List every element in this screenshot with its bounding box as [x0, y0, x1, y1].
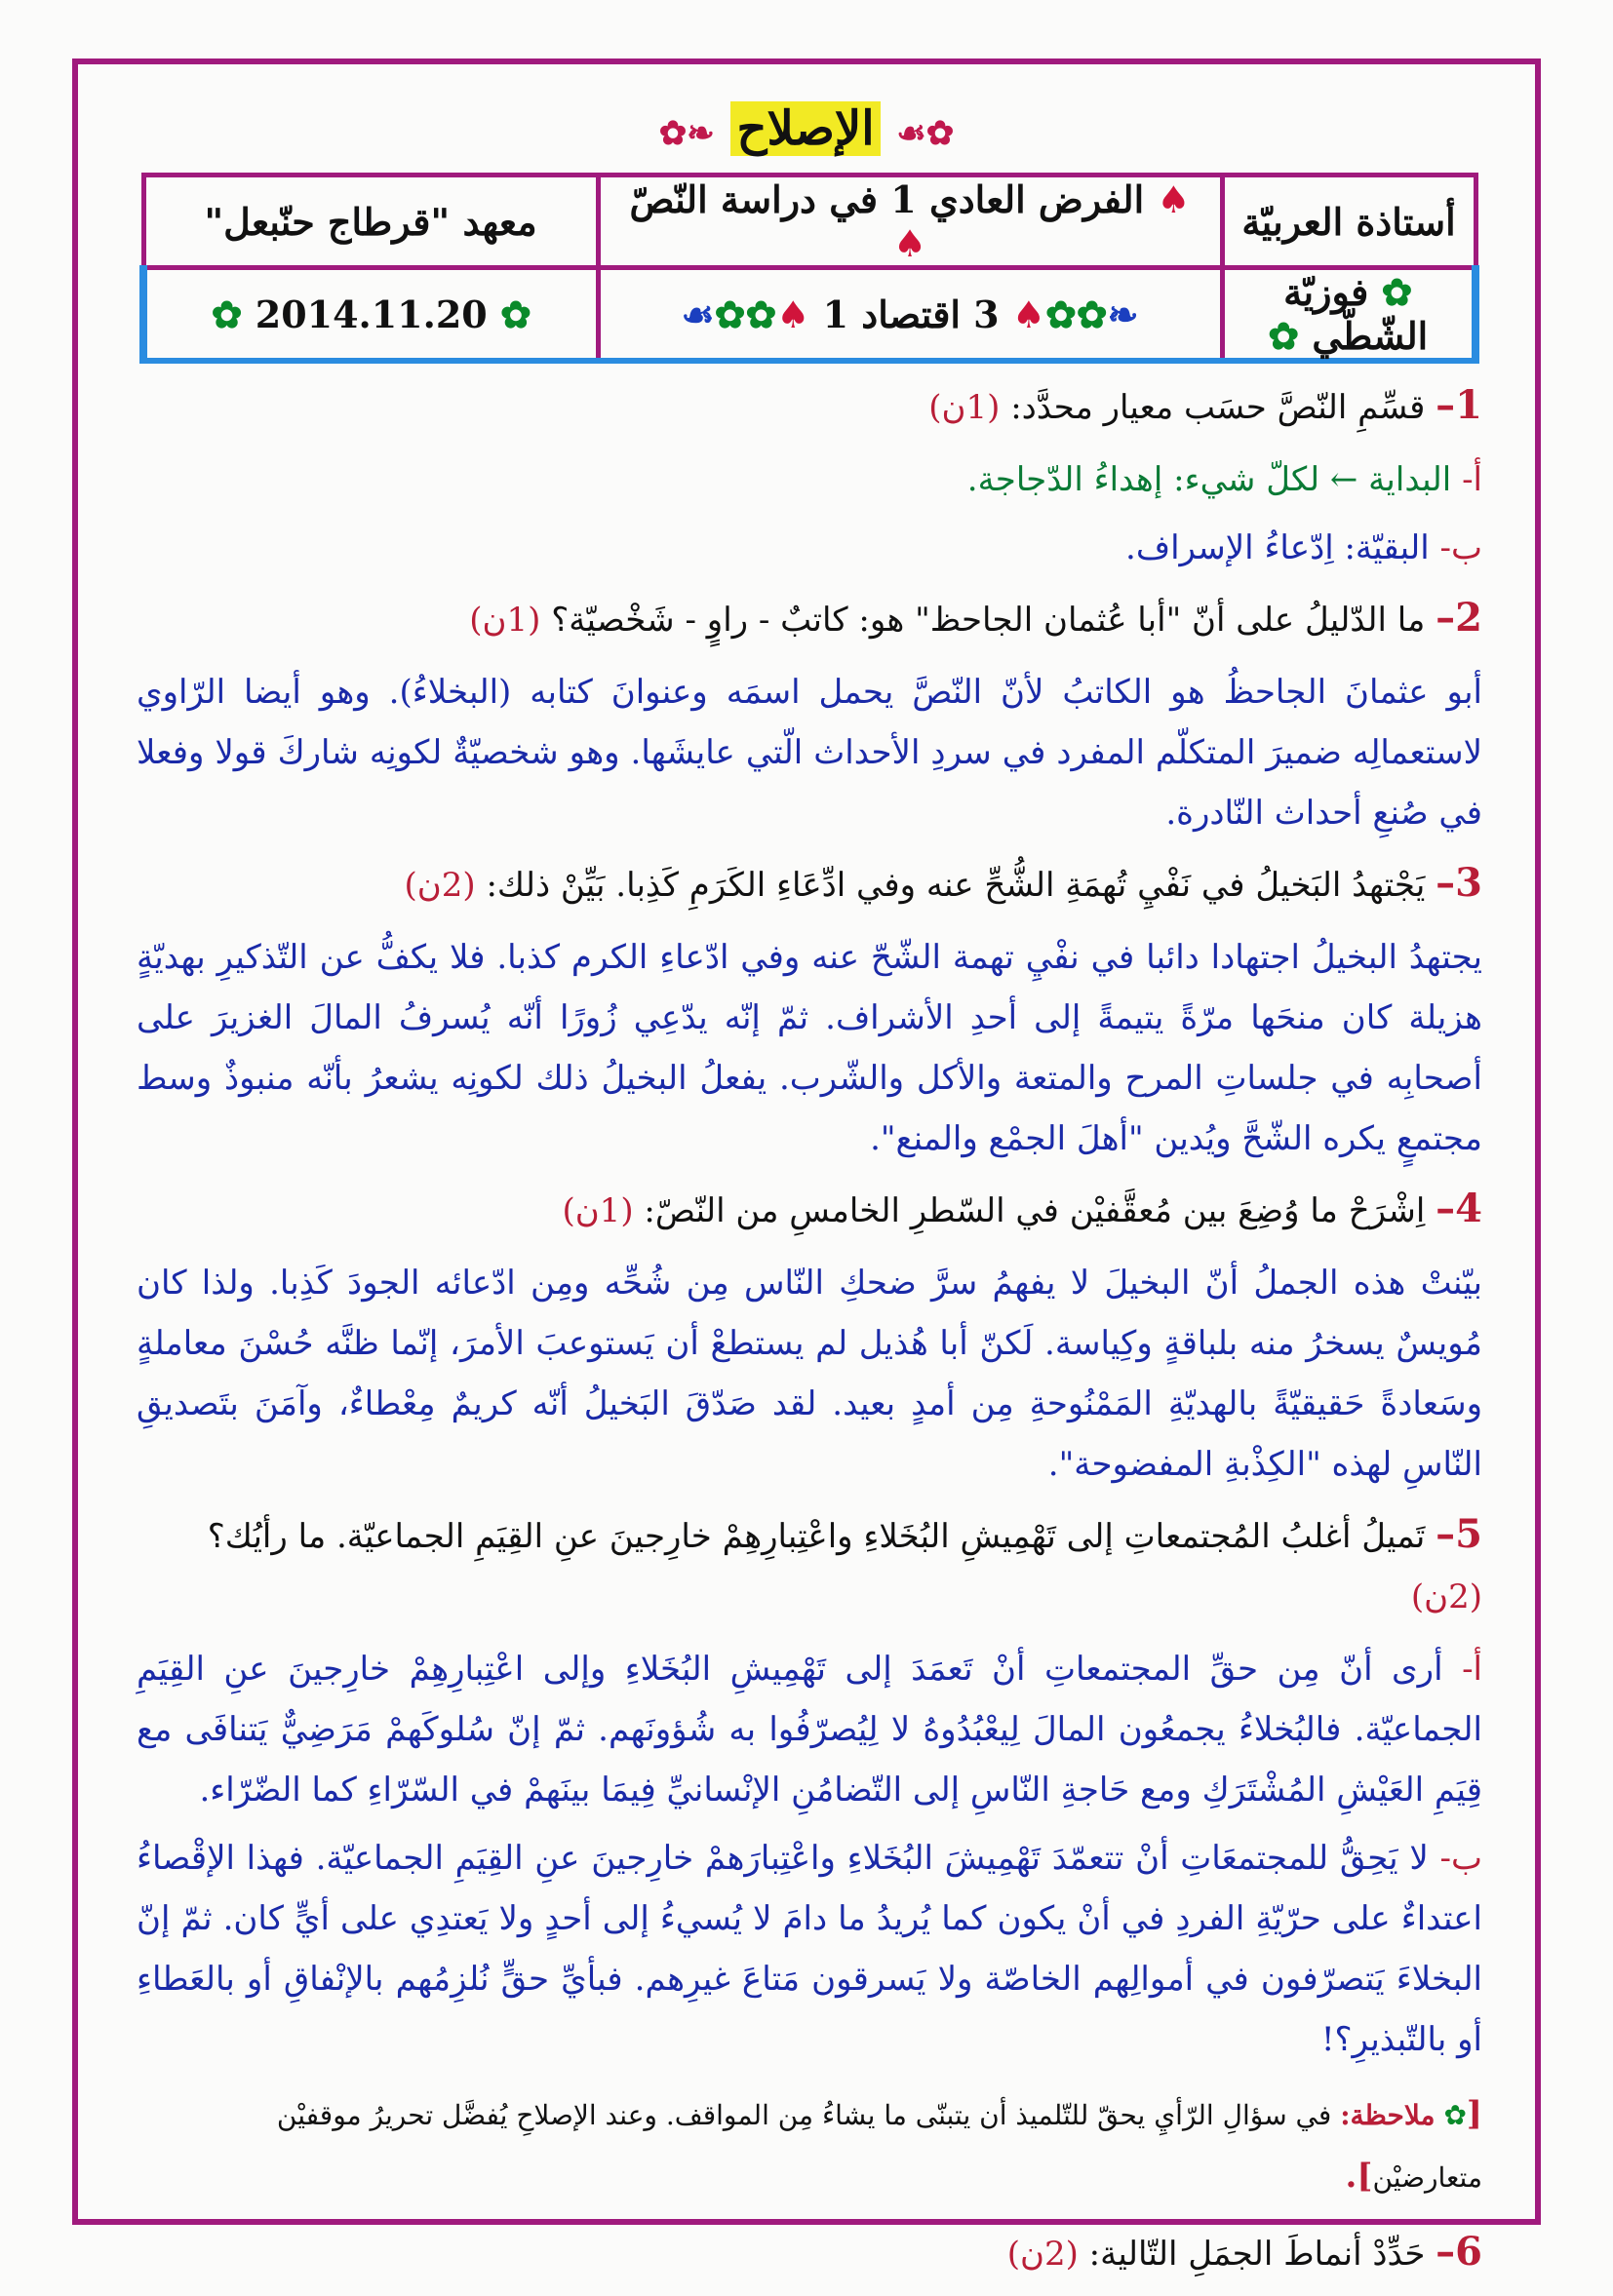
spade-icon: ♠: [776, 292, 810, 336]
answer-label: أ-: [1462, 1650, 1482, 1689]
answer-label: ب-: [1439, 528, 1482, 567]
header-row-2: [143, 268, 1475, 362]
answer-1a: [137, 449, 1482, 510]
answer-4: بيّنتْ هذه الجملُ أنّ البخيلَ لا يفهمُ سرَّ ضحكِ النّاس مِن شُحِّه ومِن ادّعائه الجودَ كَذِبا. ولذا كان مُويسٌ يسخرُ منه بلباقةٍ وكِياسة. لَكنّ أبا هُذيل لم يستطعْ أن يَستوعبَ الأمرَ، إنّما ظنَّه حُسْنَ معاملةٍ وسَعادةً حَقيقيّةً بالهديّةِ المَمْنُوحةِ مِن أمدٍ بعيد. لقد صَدّقَ البَخيلُ أنّه كريمٌ مِعْطاءٌ، وآمَنَ بتَصديقِ النّاسِ لهذه "الكِذْبةِ المفضوحة".: [137, 1264, 1482, 1484]
question-points: (1ن): [928, 388, 1001, 427]
question-1: [137, 375, 1482, 438]
teacher-note: [137, 2083, 1482, 2208]
note-close-bracket: ].: [1345, 2157, 1373, 2196]
flower-icon: ✿: [499, 292, 531, 336]
teacher-title-cell: [1222, 175, 1475, 268]
answer-text: أرى أنّ مِن حقِّ المجتمعاتِ أنْ تَعمَدَ إلى تَهْمِيشِ البُخَلاءِ وإلى اعْتِبارِهِمْ خارِجينَ عنِ القِيَمِ الجماعيّة. فالبُخلاءُ يجمعُون المالَ لِيعْبُدُوهُ لا لِيُصرّفُوا به شُؤونَهم. ثمّ إنّ سُلوكَهمْ مَرَضِيٌّ يَتنافَى مع قِيَمِ العَيْشِ المُشْتَرَكِ ومع حَاجةِ النّاسِ إلى التّضامُنِ الإنْسانيِّ فِيمَا بينَهمْ في السّرّاءِ كما الضّرّاء.: [137, 1650, 1482, 1810]
answer-2: أبو عثمانَ الجاحظُ هو الكاتبُ لأنّ النّصَّ يحمل اسمَه وعنوانَ كتابه (البخلاءُ). وهو أيضا الرّاوي لاستعمالِه ضميرَ المتكلّم المفرد في سردِ الأحداث الّتي عايشَها. وهو شخصيّةٌ لكونِه شاركَ قولا وفعلا في صُنعِ أحداث النّادرة.: [137, 673, 1482, 833]
question-4: [137, 1179, 1482, 1241]
question-points: (2ن): [1006, 2235, 1079, 2274]
title-text: الإصلاح: [730, 101, 880, 156]
question-text: ما الدّليلُ على أنّ "أبا عُثمان الجاحظ" هو: كاتبٌ - راوٍ - شَخْصيّة؟: [551, 601, 1426, 640]
question-text: اِشْرَحْ ما وُضِعَ بين مُعقَّفيْن في السّطرِ الخامسِ من النّصّ:: [644, 1191, 1426, 1230]
question-points: (1ن): [469, 601, 541, 640]
answer-5b: [137, 1828, 1482, 2070]
answer-text: البقيّة: اِدّعاءُ الإسراف.: [1125, 528, 1430, 567]
question-points: (2ن): [404, 866, 476, 905]
answer-1b: [137, 518, 1482, 578]
question-text: قسِّمِ النّصَّ حسَب معيار محدَّد:: [1010, 388, 1426, 427]
spade-icon: ♠: [1011, 292, 1045, 336]
flower-icon: ✿: [1381, 270, 1413, 314]
exam-cell: [598, 175, 1222, 268]
header-row-1: [143, 175, 1475, 268]
teacher-name-cell: [1222, 268, 1475, 362]
answer-3: يجتهدُ البخيلُ اجتهادا دائبا في نفْيِ تهمة الشّحّ عنه وفي ادّعاءِ الكرم كذبا. فلا يكفُّ عن التّذكيرِ بهديّةٍ هزيلة كان منحَها مرّةً يتيمةً إلى أحدِ الأشراف. ثمّ إنّه يدّعِي زُورًا أنّه يُسرفُ المالَ الغزيرَ على أصحابِه في جلساتِ المرح والمتعة والأكل والشّرب. يفعلُ البخيلُ ذلك لكونِه يشعرُ بأنّه منبوذٌ وسط مجتمعٍ يكره الشّحَّ ويُدين "أهلَ الجمْع والمنع".: [137, 938, 1482, 1158]
question-number: 3–: [1436, 860, 1482, 906]
question-text: حَدِّدْ أنماطَ الجمَلِ التّالية:: [1088, 2235, 1426, 2274]
question-3: [137, 853, 1482, 915]
answer-label: ب-: [1439, 1839, 1482, 1878]
note-label: ملاحظة:: [1340, 2099, 1436, 2131]
page-title: [0, 101, 1613, 156]
flower-icon: ✿✿: [714, 292, 777, 336]
exam-date: 2014.11.20: [255, 292, 488, 336]
spade-icon: ♠: [892, 221, 927, 265]
question-text: يَجْتهدُ البَخيلُ في نَفْيِ تُهمَةِ الشُّحِّ عنه وفي ادِّعَاءِ الكَرَمِ كَذِبا. بَيِّنْ ذلك:: [486, 866, 1426, 905]
question-number: 4–: [1436, 1186, 1482, 1231]
school-cell: [143, 175, 598, 268]
teacher-title: أستاذة العربيّة: [1241, 199, 1456, 244]
flower-icon: ✿: [1443, 2099, 1467, 2131]
question-6: [137, 2222, 1482, 2284]
answer-text: البداية ← لكلّ شيء: إهداءُ الدّجاجة.: [966, 460, 1452, 499]
ornament-right: ✿☙: [896, 114, 955, 153]
ornament-icon: ☙: [681, 292, 715, 336]
exam-title: الفرض العادي 1 في دراسة النّصّ: [629, 177, 1145, 221]
question-points: (2ن): [1410, 1577, 1482, 1616]
question-number: 5–: [1436, 1511, 1482, 1557]
question-text: تَميلُ أغلبُ المُجتمعاتِ إلى تَهْمِيشِ البُخَلاءِ واعْتِبارِهِمْ خارِجينَ عنِ القِيَمِ الجماعيّة. ما رأيُك؟: [207, 1517, 1426, 1556]
ornament-icon: ❧: [1107, 292, 1139, 336]
answer-label: أ-: [1462, 460, 1482, 499]
note-text: في سؤالِ الرّأيِ يحقّ للتّلميذ أن يتبنّى ما يشاءُ مِن المواقف. وعند الإصلاحِ يُفضَّل تحريرُ موقفيْن متعارضيْن: [276, 2099, 1482, 2194]
question-number: 6–: [1436, 2229, 1482, 2275]
class-cell: [598, 268, 1222, 362]
question-5: [137, 1504, 1482, 1627]
school-name: معهد "قرطاج حنّبعل": [204, 199, 537, 244]
ornament-left: ❧✿: [658, 114, 715, 153]
spade-icon: ♠: [1157, 177, 1191, 221]
question-points: (1ن): [562, 1191, 634, 1230]
answer-5a: [137, 1639, 1482, 1820]
question-number: 2–: [1436, 595, 1482, 641]
flower-icon: ✿: [211, 292, 243, 336]
teacher-name: فوزيّة الشّطّي: [1283, 270, 1429, 358]
answer-content: [137, 366, 1482, 2296]
question-2: [137, 588, 1482, 650]
header-table: [139, 173, 1479, 364]
flower-icon: ✿: [1268, 314, 1300, 358]
date-cell: [143, 268, 598, 362]
note-open-bracket: [: [1466, 2094, 1482, 2133]
flower-icon: ✿✿: [1044, 292, 1108, 336]
class-name: 3 اقتصاد 1: [822, 292, 1000, 336]
answer-text: لا يَحِقُّ للمجتمعَاتِ أنْ تتعمّدَ تَهْمِيشَ البُخَلاءِ واعْتِبارَهمْ خارِجينَ عنِ القِيَمِ الجماعيّة. فهذا الإقْصاءُ اعتداءٌ على حرّيّةِ الفردِ في أنْ يكون كما يُريدُ ما دامَ لا يُسيءُ إلى أحدٍ ولا يَعتدِي على أيٍّ كان. ثمّ إنّ البخلاءَ يَتصرّفون في أموالِهم الخاصّة ولا يَسرقون مَتاعَ غيرِهم. فبأيِّ حقٍّ نُلزِمُهم بالإنْفاقِ أو بالعَطاءِ أو بالتّبذيرِ؟!: [137, 1839, 1482, 2059]
question-number: 1–: [1436, 382, 1482, 428]
